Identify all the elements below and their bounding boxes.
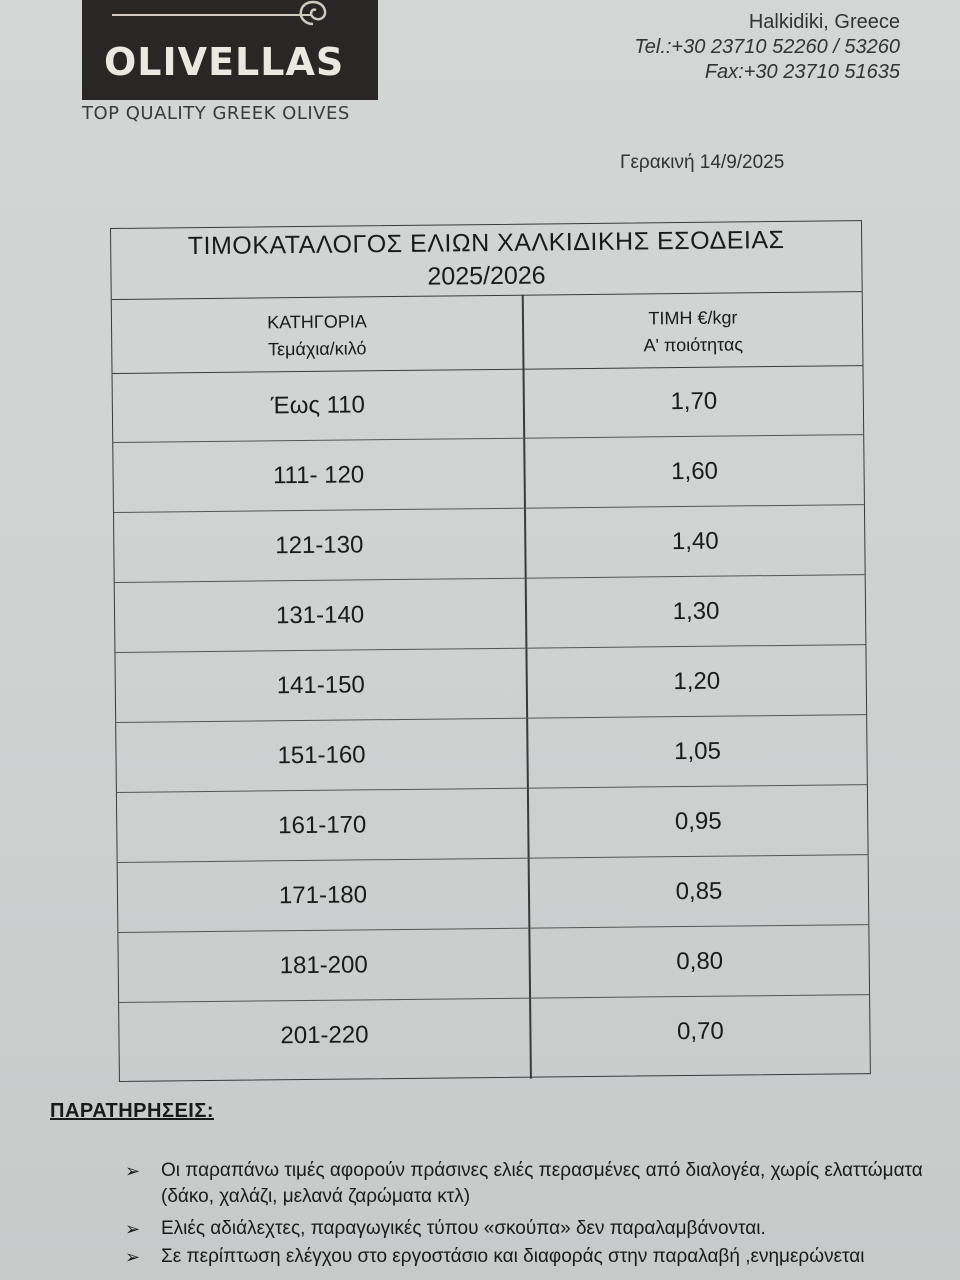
table-title [111, 221, 862, 300]
category-cell: 111- 120 [272, 461, 365, 490]
table-row [114, 505, 865, 583]
category-header [112, 307, 523, 365]
table-row [113, 435, 864, 513]
price-cell: 1,30 [672, 597, 720, 626]
price-table-area [110, 220, 871, 1082]
price-cell: 0,95 [674, 807, 722, 836]
price-cell: 1,70 [670, 387, 718, 416]
price-cell: 1,40 [671, 527, 719, 556]
price-cell: 1,20 [673, 667, 721, 696]
table-title-line1: ΤΙΜΟΚΑΤΑΛΟΓΟΣ ΕΛΙΩΝ ΧΑΛΚΙΔΙΚΗΣ ΕΣΟΔΕΙΑΣ [187, 225, 785, 261]
category-cell: 181-200 [279, 951, 368, 980]
table-header-row [112, 291, 863, 374]
category-cell: 141-150 [276, 671, 365, 700]
logo-name: OLIVELLAS [104, 40, 345, 84]
category-cell: 151-160 [277, 741, 366, 770]
category-cell: 121-130 [275, 531, 364, 560]
price-table [110, 220, 871, 1082]
category-cell: Έως 110 [270, 391, 366, 420]
price-cell: 1,05 [674, 737, 722, 766]
arrow-bullet-icon: ➢ [125, 1161, 141, 1181]
table-body [113, 365, 870, 1073]
note-text: Οι παραπάνω τιμές αφορούν πράσινες ελιές περασμένες από διαλογέα, χωρίς ελαττώματα (δάκο, χαλάζι, μελανά ζαρώματα κτλ) [161, 1160, 923, 1207]
table-row [116, 715, 867, 793]
table-row [118, 925, 869, 1003]
category-cell: 171-180 [278, 881, 368, 910]
price-header-title: ΤΙΜΗ €/kgr [648, 307, 738, 329]
price-cell: 0,70 [676, 1017, 724, 1046]
table-row [115, 575, 866, 653]
logo-line [112, 14, 312, 16]
contact-block [634, 10, 900, 85]
arrow-bullet-icon: ➢ [125, 1247, 141, 1267]
category-header-title: ΚΑΤΗΓΟΡΙΑ [267, 311, 367, 333]
location-text: Halkidiki, Greece [748, 11, 900, 33]
phone-number: Tel.:+30 23710 52260 / 53260 [634, 36, 900, 58]
price-cell: 0,80 [676, 947, 724, 976]
category-cell: 131-140 [275, 601, 365, 630]
price-cell: 1,60 [671, 457, 719, 486]
note-text: Ελιές αδιάλεχτες, παραγωγικές τύπου «σκούπα» δεν παραλαμβάνονται. [161, 1218, 766, 1239]
note-text: Σε περίπτωση ελέγχου στο εργοστάσιο και διαφοράς στην παραλαβή ,ενημερώνεται [161, 1246, 865, 1267]
document-date: Γερακινή 14/9/2025 [620, 152, 785, 173]
price-cell: 0,85 [675, 877, 723, 906]
category-header-unit: Τεμάχια/κιλό [267, 338, 367, 360]
table-row [119, 995, 870, 1073]
price-header-quality: Α' ποιότητας [643, 334, 744, 356]
notes-heading: ΠΑΡΑΤΗΡΗΣΕΙΣ: [50, 1100, 215, 1122]
table-row [113, 365, 864, 443]
category-cell: 161-170 [278, 811, 367, 840]
fax-number: Fax:+30 23710 51635 [704, 61, 900, 83]
table-title-season: 2025/2026 [427, 261, 546, 291]
table-row [118, 855, 869, 933]
company-tagline: TOP QUALITY GREEK OLIVES [82, 103, 350, 124]
olive-swirl-icon [284, 0, 342, 34]
table-row [115, 645, 866, 723]
arrow-bullet-icon: ➢ [125, 1219, 141, 1239]
category-cell: 201-220 [280, 1021, 369, 1050]
table-row [117, 785, 868, 863]
price-header [522, 303, 865, 361]
company-logo [82, 0, 378, 100]
